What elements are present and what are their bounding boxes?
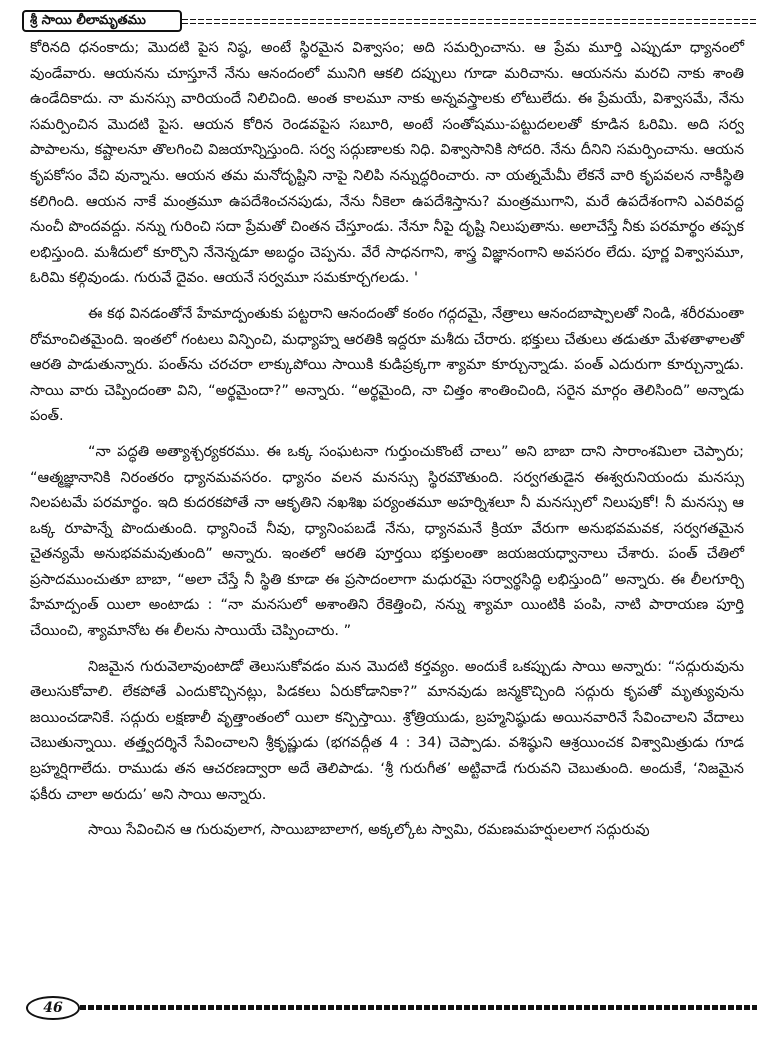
paragraph: నిజమైన గురువెలావుంటాడో తెలుసుకోవడం మన మొదటి కర్తవ్యం. అందుకే ఒకప్పుడు సాయి అన్నారు: “సద్గురువును తెలుసుకోవాలి. లేకపోతే ఎందుకొచ్చినట్లు, పిడకలు ఏరుకోడానికా?” మానవుడు జన్మకొచ్చింది సద్గురు కృపతో మృత్యువును జయించడానికే. సద్గురు లక్షణాలీ వృత్తాంతంలో యిలా కన్పిస్తాయి. శ్రోత్రియుడు, బ్రహ్మనిష్ఠుడు అయినవారినే సేవించాలని వేదాలు చెబుతున్నాయి. తత్త్వదర్శినే సేవించాలని శ్రీకృష్ణుడు (భగవద్గీత 4 : 34) చెప్పాడు. వశిష్ఠుని ఆశ్రయించక విశ్వామిత్రుడు గూడ బ్రహ్మర్షిగాలేదు. రాముడు తన ఆచరణద్వారా అదే తెలిపాడు. ‘శ్రీ గురుగీత’ అట్టివాడే గురువని చెబుతుంది. అందుకే, ‘నిజమైన ఫకీరు చాలా అరుదు’ అని సాయి అన్నారు. — [30, 658, 744, 803]
paragraph: “నా పద్ధతి అత్యాశ్చర్యకరము. ఈ ఒక్క సంఘటనా గుర్తుంచుకొంటే చాలు” అని బాబా దాని సారాంశమిలా చెప్పారు; “ఆత్మజ్ఞానానికి నిరంతరం ధ్యానమవసరం. ధ్యానం వలన మనస్సు స్థిరమౌతుంది. సర్వగతుడైన ఈశ్వరునియందు మనస్సు నిలపటమే పరమార్థం. ఇది కుదరకపోతే నా ఆకృతిని నఖశిఖ పర్యంతమూ అహర్నిశలూ నీ మనస్సులో నిలుపుకో! నీ మనస్సు ఆ ఒక్క రూపాన్నే పొందుతుంది. ధ్యానించే నీవు, ధ్యానింపబడే నేను, ధ్యానమనే క్రియా వేరుగా అనుభవమవక, సర్వగతమైన చైతన్యమే అనుభవమవుతుంది” అన్నారు. ఇంతలో ఆరతి పూర్తయి భక్తులంతా జయజయధ్వానాలు చేశారు. పంత్ చేతిలో ప్రసాదముంచుతూ బాబా, “అలా చేస్తే నీ స్థితి కూడా ఈ ప్రసాదంలాగా మధురమై సర్వార్థసిద్ధి లభిస్తుంది” అన్నారు. ఈ లీలగూర్చి హేమాద్పంత్ యిలా అంటాడు : “నా మనసులో అశాంతిని రేకెత్తించి, నన్ను శ్యామా యింటికి పంపి, నాటి పారాయణ పూర్తి చేయించి, శ్యామానోట ఈ లీలను సాయియే చెప్పించారు. ” — [30, 443, 744, 640]
page-number: 46 — [26, 996, 80, 1020]
page-body — [30, 36, 744, 854]
paragraph: సాయి సేవించిన ఆ గురువులాగ, సాయిబాబాలాగ, అక్కల్కోట స్వామి, రమణమహర్షులలాగ సద్గురువు — [88, 822, 650, 839]
page-footer — [22, 994, 757, 1024]
paragraph: కోరినది ధనంకాదు; మొదటి పైస నిష్ఠ, అంటే స్థిరమైన విశ్వాసం; అది సమర్పించాను. ఆ ప్రేమ మూర్తి ఎప్పుడూ ధ్యానంలో వుండేవారు. ఆయనను చూస్తూనే నేను ఆనందంలో మునిగి ఆకలి దప్పులు గూడా మరిచాను. ఆయనను మరచి నాకు శాంతి ఉండేదికాదు. నా మనస్సు వారియందే నిలిచింది. అంత కాలమూ నాకు అన్నవస్త్రాలకు లోటులేదు. ఈ ప్రేమయే, విశ్వాసమే, నేను సమర్పించిన మొదటి పైస. ఆయన కోరిన రెండవపైస సబూరి, అంటే సంతోషము-పట్టుదలలతో కూడిన ఓరిమి. అది సర్వ పాపాలను, కష్టాలనూ తొలగించి విజయాన్నిస్తుంది. సర్వ సద్గుణాలకు నిధి. విశ్వాసానికి సోదరి. నేను దీనిని సమర్పించాను. ఆయన కృపకోసం వేచి వున్నాను. ఆయన తమ మనోదృష్టిని నాపై నిలిపి నన్నుద్ధరించారు. నా యత్నమేమీ లేకనే వారి కృపవలన నాకీస్థితి కలిగింది. ఆయన నాకే మంత్రమూ ఉపదేశించనపుడు, నేను నీకెలా ఉపదేశిస్తాను? మంత్రముగాని, మరే ఉపదేశంగాని ఎవరివద్ద నుంచీ పొందవద్దు. నన్ను గురించి సదా ప్రేమతో చింతన చేస్తూండు. నేనూ నీపై దృష్టి నిలుపుతాను. అలాచేస్తే నీకు పరమార్థం తప్పక లభిస్తుంది. మశీదులో కూర్చొని నేనెన్నడూ అబద్ధం చెప్పను. వేరే సాధనగాని, శాస్త్ర విజ్ఞానంగాని అవసరం లేదు. పూర్ణ విశ్వాసమూ, ఓరిమి కల్గివుండు. గురువే దైవం. ఆయనే సర్వమూ సమకూర్చగలడు. ' — [30, 40, 744, 287]
paragraph: ఈ కథ వినడంతోనే హేమాద్పంతుకు పట్టరాని ఆనందంతో కంఠం గద్గదమై, నేత్రాలు ఆనందబాష్పాలతో నిండి, శరీరమంతా రోమాంచితమైంది. ఇంతలో గంటలు విన్పించి, మధ్యాహ్న ఆరతికి ఇద్దరూ మశీదు చేరారు. భక్తులు చేతులు తడుతూ మేళతాళాలతో ఆరతి పాడుతున్నారు. పంత్‌ను చరచరా లాక్కుపోయి సాయికి కుడిప్రక్కగా శ్యామా కూర్చున్నాడు. పంత్ ఎదురుగా కూర్చున్నాడు. సాయి వారు చెప్పిందంతా విని, “అర్థమైందా?” అన్నారు. “అర్థమైంది, నా చిత్తం శాంతించింది, సరైన మార్గం తెలిసింది” అన్నాడు పంత్. — [30, 305, 744, 425]
page-header — [22, 10, 757, 34]
book-title: శ్రీ సాయి లీలామృతము — [22, 10, 182, 32]
footer-ornament-rule — [80, 1005, 757, 1010]
header-ornament-rule — [182, 19, 757, 24]
